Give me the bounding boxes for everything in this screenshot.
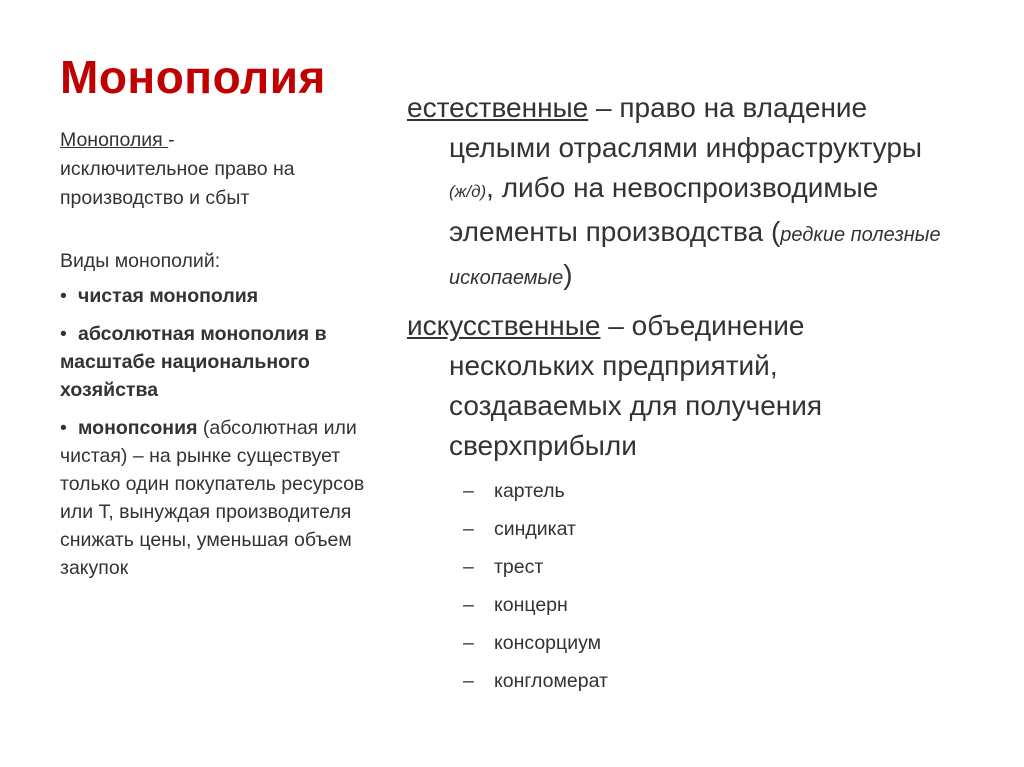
list-item (60, 320, 378, 404)
list-item (60, 282, 378, 310)
artificial-term: искусственные (407, 310, 601, 341)
artificial-line-3: создаваемых для получения (449, 390, 823, 421)
form-conglomerate: конгломерат (494, 670, 608, 692)
kind-pure: чистая монополия (78, 285, 259, 307)
natural-line-4: элементы производства ( (449, 216, 781, 247)
artificial-continuation (407, 346, 1007, 466)
kind-monopsony-text: (абсолютная или чистая) – на рынке существует только один покупатель ресурсов или Т, вынуждая производителя снижать цены, уменьшая объем закупок (60, 417, 365, 579)
definition-text: исключительное право на производство и сбыт (60, 158, 295, 209)
list-item (463, 548, 1007, 586)
natural-line-2: целыми отраслями инфраструктуры (449, 132, 923, 163)
form-syndicate: синдикат (494, 518, 576, 540)
natural-close: ) (563, 259, 573, 290)
form-concern: концерн (494, 594, 568, 616)
dash-icon: – (463, 518, 474, 540)
natural-line-3: , либо на невоспроизводимые (486, 172, 879, 203)
artificial-line-4: сверхприбыли (449, 430, 637, 461)
form-trust: трест (494, 556, 544, 578)
dash-icon: – (463, 556, 474, 578)
definition (60, 126, 378, 213)
dash-icon: – (463, 670, 474, 692)
left-column (60, 126, 378, 592)
natural-line-1: – право на владение (588, 92, 868, 123)
definition-term: Монополия (60, 129, 169, 151)
page-title: Монополия (60, 51, 326, 103)
kind-monopsony: монопсония (78, 417, 198, 439)
artificial-line-2: нескольких предприятий, (449, 350, 778, 381)
form-cartel: картель (494, 480, 565, 502)
form-consortium: консорциум (494, 632, 602, 654)
artificial-forms-list (407, 472, 1007, 700)
list-item (463, 662, 1007, 700)
bullet-icon: • (60, 323, 67, 345)
dash-icon: – (463, 594, 474, 616)
artificial-line-1: – объединение (600, 310, 805, 341)
list-item (463, 586, 1007, 624)
natural-abbr: (ж/д) (449, 182, 487, 201)
natural-monopoly (407, 88, 1007, 298)
artificial-monopoly (407, 306, 1007, 466)
kinds-list (60, 282, 378, 582)
list-item (60, 414, 378, 582)
kind-absolute: абсолютная монополия в масштабе национального хозяйства (60, 323, 327, 401)
dash-icon: – (463, 632, 474, 654)
natural-term: естественные (407, 92, 589, 123)
bullet-icon: • (60, 417, 67, 439)
dash-icon: – (463, 480, 474, 502)
natural-italic: редкие полезные ископаемые (449, 224, 941, 289)
bullet-icon: • (60, 285, 67, 307)
list-item (463, 510, 1007, 548)
list-item (463, 624, 1007, 662)
definition-dash: - (168, 129, 175, 151)
natural-continuation (407, 128, 1007, 298)
list-item (463, 472, 1007, 510)
right-column (407, 88, 1007, 700)
kinds-title: Виды монополий: (60, 250, 221, 272)
